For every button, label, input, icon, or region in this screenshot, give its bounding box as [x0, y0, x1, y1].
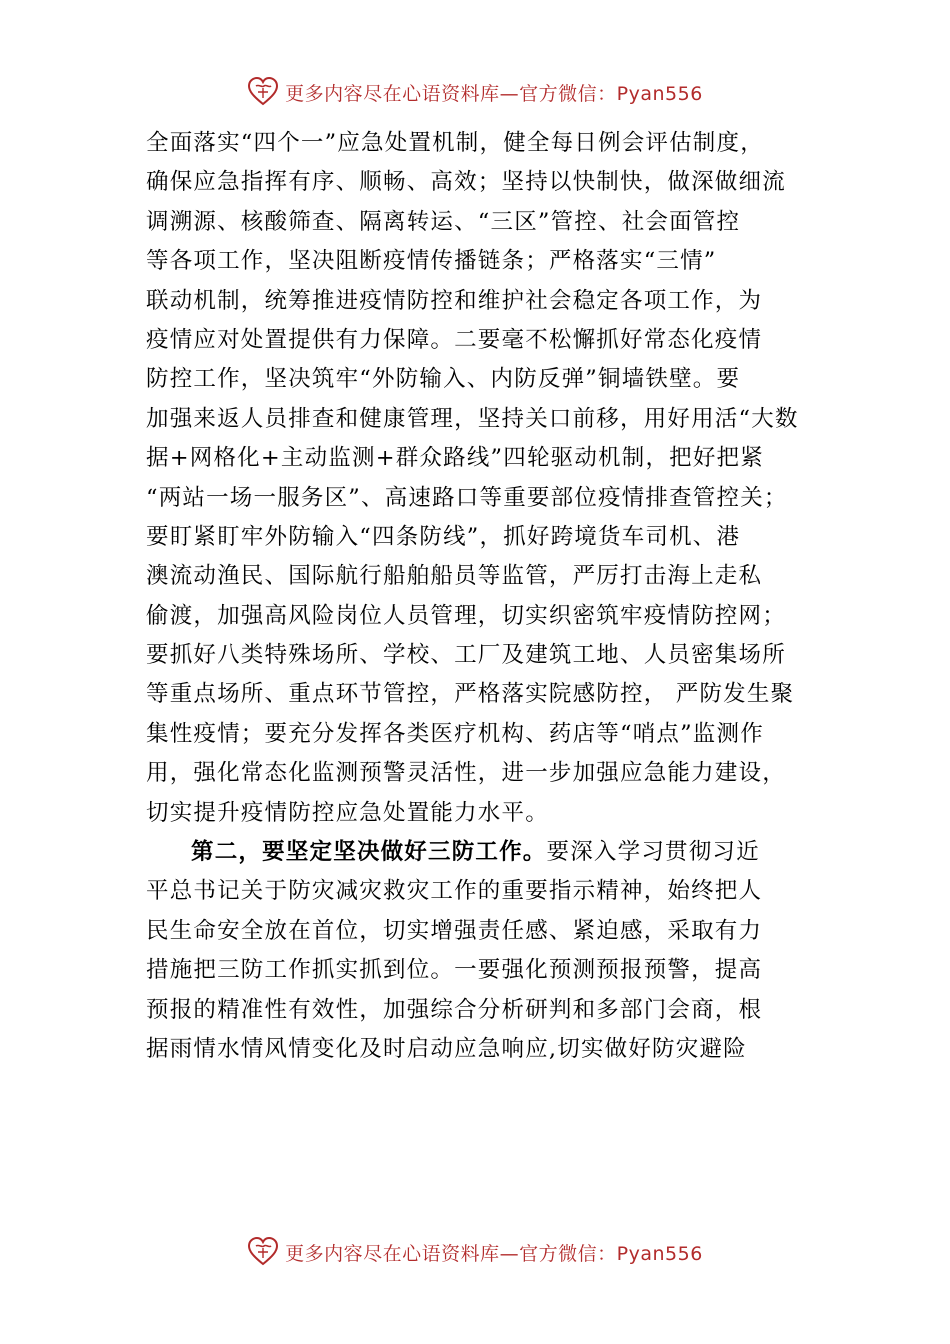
banner-text: 更多内容尽在心语资料库—官方微信：Pyan556: [285, 82, 703, 105]
body-line: 民生命安全放在首位，切实增强责任感、紧迫感，采取有力: [146, 917, 763, 944]
body-line: 调溯源、核酸筛查、隔离转运、“三区”管控、社会面管控: [146, 208, 741, 235]
body-line: “两站一场一服务区”、高速路口等重要部位疫情排查管控关；: [146, 484, 788, 511]
section-2-heading: 第二，要坚定坚决做好三防工作。: [191, 839, 547, 866]
body-line: 预报的精准性有效性，加强综合分析研判和多部门会商，根: [146, 996, 763, 1023]
body-line: 措施把三防工作抓实抓到位。一要强化预测预报预警，提高: [146, 957, 763, 984]
heart-logo-icon: [247, 76, 279, 108]
section-2-first-line: [146, 833, 826, 872]
body-line: 等各项工作，坚决阻断疫情传播链条；严格落实“三情”: [146, 248, 717, 275]
body-line: 偷渡，加强高风险岗位人员管理，切实织密筑牢疫情防控网；: [146, 602, 786, 629]
body-line: 等重点场所、重点环节管控，严格落实院感防控， 严防发生聚: [146, 681, 795, 708]
body-line: 要盯紧盯牢外防输入“四条防线”，抓好跨境货车司机、港: [146, 523, 741, 550]
banner-text: 更多内容尽在心语资料库—官方微信：Pyan556: [285, 1242, 703, 1265]
footer-banner: [0, 1230, 950, 1274]
heart-logo-icon: [247, 1236, 279, 1268]
body-line: 切实提升疫情防控应急处置能力水平。: [146, 799, 549, 826]
body-line: 联动机制，统筹推进疫情防控和维护社会稳定各项工作，为: [146, 287, 763, 314]
body-line: 全面落实“四个一”应急处置机制，健全每日例会评估制度，: [146, 130, 764, 156]
body-line: 平总书记关于防灾减灾救灾工作的重要指示精神，始终把人: [146, 878, 763, 905]
body-line: 要抓好八类特殊场所、学校、工厂及建筑工地、人员密集场所: [146, 642, 786, 669]
wechat-id: Pyan556: [616, 1242, 703, 1265]
body-line: 加强来返人员排查和健康管理，坚持关口前移，用好用活“大数: [146, 405, 799, 432]
document-body: [146, 124, 826, 1069]
body-line: 澳流动渔民、国际航行船舶船员等监管，严厉打击海上走私: [146, 563, 763, 590]
body-line: 防控工作，坚决筑牢“外防输入、内防反弹”铜墙铁壁。要: [146, 366, 741, 393]
header-banner: [0, 70, 950, 114]
body-line: 疫情应对处置提供有力保障。二要毫不松懈抓好常态化疫情: [146, 326, 763, 353]
body-line: 确保应急指挥有序、顺畅、高效；坚持以快制快，做深做细流: [146, 169, 786, 196]
body-line: 据+网格化+主动监测+群众路线”四轮驱动机制，把好把紧: [146, 445, 764, 472]
body-line: 据雨情水情风情变化及时启动应急响应,切实做好防灾避险: [146, 1035, 747, 1062]
body-line: 用，强化常态化监测预警灵活性，进一步加强应急能力建设，: [146, 760, 786, 787]
section-2-first-rest: 要深入学习贯彻习近: [546, 839, 760, 866]
body-line: 集性疫情；要充分发挥各类医疗机构、药店等“哨点”监测作: [146, 720, 764, 747]
wechat-id: Pyan556: [616, 82, 703, 105]
